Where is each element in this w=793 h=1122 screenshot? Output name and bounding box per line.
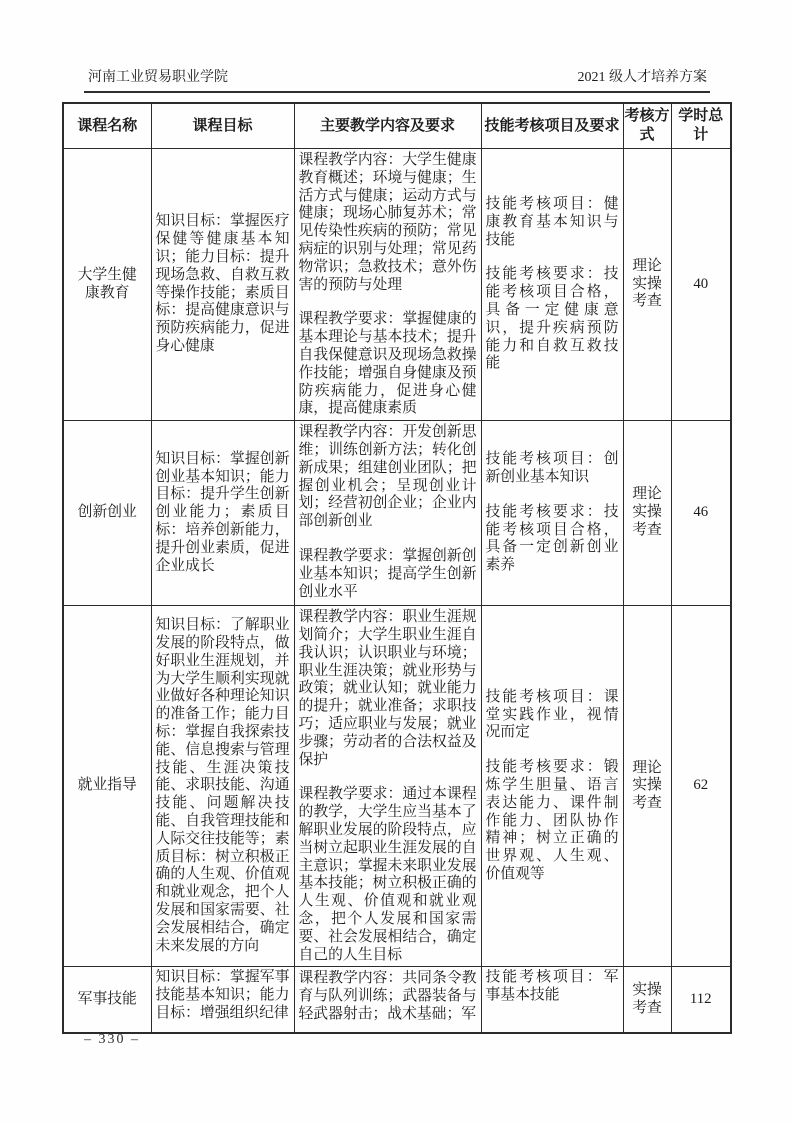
table-row-health-education [63,149,731,421]
course-name: 就业指导 [77,777,137,794]
assessment-method: 考查 [632,522,662,539]
column-header-objectives: 课程目标 [151,103,294,149]
total-hours: 62 [693,777,709,794]
program-title: 2021 级人才培养方案 [577,70,707,85]
total-hours: 112 [689,990,712,1007]
assessment-method: 实操 [632,275,662,292]
assessment-method: 理论 [632,486,662,503]
assessment-method: 实操 [632,981,662,998]
course-table [62,102,732,1034]
course-objectives: 知识目标：掌握医疗保健等健康基本知识；能力目标：提升现场急救、自救互救等操作技能；素质目标：提高健康意识与预防疾病能力，促进身心健康 [155,213,290,354]
teaching-content-para: 课程教学内容：开发创新思维；训练创新方法；转化创新成果；组建创业团队；把握创业机会；呈现创业计划；经营初创企业；企业内部创新创业 [298,424,477,530]
assessment-method: 理论 [632,257,662,274]
course-name: 军事技能 [77,990,137,1007]
course-objectives: 知识目标：掌握军事技能基本知识；能力目标：增强组织纪律 [155,969,290,1021]
assessment-item-para: 技能考核项目：创新创业基本知识 [485,451,619,486]
course-name: 创新创业 [77,504,137,521]
assessment-requirement-para: 技能考核要求：锻炼学生胆量、语言表达能力、课件制作能力、团队协作精神；树立正确的世界观、人生观、价值观等 [485,759,619,882]
total-hours: 46 [693,504,709,521]
column-header-skill-assessment: 技能考核项目及要求 [481,103,623,149]
table-row-military-skills [63,967,731,1033]
assessment-method: 实操 [632,504,662,521]
teaching-requirement-para: 课程教学要求：通过本课程的教学，大学生应当基本了解职业发展的阶段特点，应当树立起职业生涯发展的自主意识；掌握未来职业发展基本技能；树立积极正确的人生观、价值观和就业观念，把个人发展和国家需要、社会发展相结合，确定自己的人生目标 [298,786,477,963]
table-row-innovation-entrepreneurship [63,421,731,606]
table-header-row [63,103,731,149]
course-objectives: 知识目标：掌握创新创业基本知识；能力目标：提升学生创新创业能力；素质目标：培养创新能力，提升创业素质，促进企业成长 [155,450,290,574]
teaching-content-para: 课程教学内容：大学生健康教育概述；环境与健康；生活方式与健康；运动方式与健康；现场心肺复苏术；常见传染性疾病的预防；常见病症的识别与处理；常见药物常识；急救技术；意外伤害的预防与处理 [298,152,477,293]
assessment-item-para: 技能考核项目：军事基本技能 [485,969,619,1004]
column-header-teaching-content: 主要教学内容及要求 [294,103,481,149]
column-header-method: 考核方式 [623,103,671,149]
assessment-requirement-para: 技能考核要求：技能考核项目合格，具备一定创新创业素养 [485,503,619,574]
assessment-method: 考查 [632,293,662,310]
teaching-requirement-para: 课程教学要求：掌握健康的基本理论与基本技术；提升自我保健意识及现场急救操作技能；增强自身健康及预防疾病能力，促进身心健康，提高健康素质 [298,311,477,417]
course-name: 大学生健康教育 [77,266,137,301]
course-objectives: 知识目标：了解职业发展的阶段特点，做好职业生涯规划，并为大学生顺利实现就业做好各种理论知识的准备工作；能力目标：掌握自我探索技能、信息搜索与管理技能、生涯决策技能、求职技能、沟通技能、问题解决技能、自我管理技能和人际交往技能等；素质目标：树立积极正确的人生观、价值观和就业观念，把个人发展和国家需要、社会发展相结合，确定未来发展的方向 [155,617,290,954]
school-name: 河南工业贸易职业学院 [88,70,228,85]
assessment-item-para: 技能考核项目：健康教育基本知识与技能 [485,195,619,248]
assessment-method: 考查 [632,999,662,1016]
teaching-requirement-para: 课程教学要求：掌握创新创业基本知识；提高学生创新创业水平 [298,547,477,600]
header-rule [84,91,710,93]
column-header-total-hours: 学时总计 [671,103,731,149]
table-row-employment-guidance [63,606,731,967]
total-hours: 40 [693,275,709,292]
page-number: – 330 – [84,1032,140,1047]
assessment-method: 考查 [632,795,662,812]
column-header-course-name: 课程名称 [63,103,151,149]
teaching-content-para: 课程教学内容：共同条令教育与队列训练；武器装备与轻武器射击；战术基础；军 [298,970,477,1022]
assessment-item-para: 技能考核项目：课堂实践作业，视情况而定 [485,688,619,741]
assessment-requirement-para: 技能考核要求：技能考核项目合格，具备一定健康意识，提升疾病预防能力和自救互救技能 [485,266,619,372]
teaching-content-para: 课程教学内容：职业生涯规划简介；大学生职业生涯自我认识；认识职业与环境；职业生涯决策；就业形势与政策；就业认知；就业能力的提升；就业准备；求职技巧；适应职业与发展；就业步骤；劳动者的合法权益及保护 [298,609,477,768]
assessment-method: 实操 [632,777,662,794]
assessment-method: 理论 [632,759,662,776]
